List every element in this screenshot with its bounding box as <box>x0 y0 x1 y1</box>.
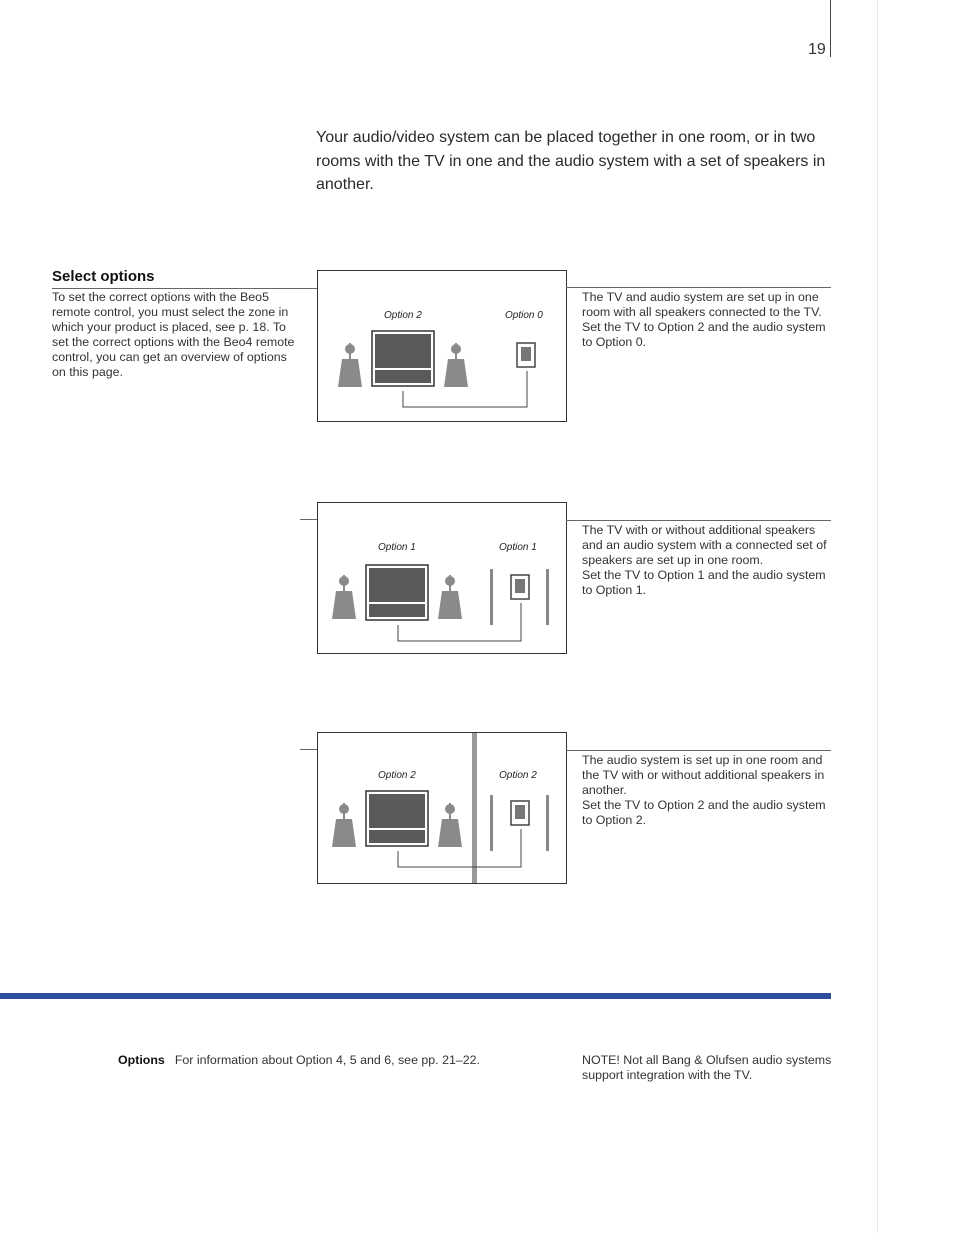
tv-icon <box>372 331 434 386</box>
description-rule <box>566 520 831 521</box>
tv-icon <box>366 791 428 846</box>
description-line: The TV with or without additional speakers and an audio system with a connected set of speakers are set up in one room. <box>582 523 827 567</box>
speaker-icon <box>546 569 549 625</box>
speaker-icon <box>490 569 493 625</box>
select-options-text: To set the correct options with the Beo5 remote control, you must select the zone in which your product is placed, see p. 18. To set the correct options with the Beo4 remote control, you can get an overview of options on this page. <box>52 290 295 379</box>
description-line: Set the TV to Option 1 and the audio system to Option 1. <box>582 568 826 597</box>
intro-paragraph: Your audio/video system can be placed together in one room, or in two rooms with the TV in one and the audio system with a set of speakers in another. <box>316 129 826 193</box>
audio-system-icon <box>517 343 535 367</box>
corner-rule <box>830 0 831 57</box>
speaker-icon <box>332 803 356 847</box>
tv-icon <box>366 565 428 620</box>
diagram-one-room-option-2-0 <box>317 270 567 422</box>
diagram-one-description <box>582 290 832 350</box>
diagram-one-room-option-1-1 <box>317 502 567 654</box>
description-line: Set the TV to Option 2 and the audio system to Option 2. <box>582 798 826 827</box>
page-number: 19 <box>808 41 826 58</box>
footer-note: NOTE! Not all Bang & Olufsen audio systems support integration with the TV. <box>582 1053 832 1082</box>
diagram-two-description <box>582 523 832 598</box>
section-heading: Select options <box>52 268 155 285</box>
speaker-icon <box>546 795 549 851</box>
description-rule <box>566 287 831 288</box>
audio-system-icon <box>511 575 529 599</box>
speaker-icon <box>338 343 362 387</box>
description-rule <box>566 750 831 751</box>
options-text: For information about Option 4, 5 and 6, see pp. 21–22. <box>174 1053 480 1067</box>
heading-rule <box>52 288 317 289</box>
audio-option-label: Option 2 <box>499 770 537 781</box>
footer-options <box>118 1053 480 1067</box>
tv-option-label: Option 1 <box>378 542 416 553</box>
speaker-icon <box>332 575 356 619</box>
page-edge <box>877 0 878 1233</box>
room-divider-wall <box>472 733 477 883</box>
speaker-icon <box>438 575 462 619</box>
speaker-icon <box>438 803 462 847</box>
margin-rule <box>300 749 317 750</box>
description-line: Set the TV to Option 2 and the audio system to Option 0. <box>582 320 826 349</box>
accent-bar <box>0 993 831 999</box>
audio-option-label: Option 1 <box>499 542 537 553</box>
audio-option-label: Option 0 <box>505 310 543 321</box>
diagram-two-rooms-option-2-2 <box>317 732 567 884</box>
description-line: The audio system is set up in one room and the TV with or without additional speakers in another. <box>582 753 825 797</box>
description-line: The TV and audio system are set up in one room with all speakers connected to the TV. <box>582 290 822 319</box>
audio-system-icon <box>511 801 529 825</box>
tv-option-label: Option 2 <box>378 770 416 781</box>
margin-rule <box>300 519 317 520</box>
speaker-icon <box>490 795 493 851</box>
tv-option-label: Option 2 <box>384 310 422 321</box>
diagram-three-description <box>582 753 832 828</box>
speaker-icon <box>444 343 468 387</box>
options-label: Options <box>118 1053 165 1067</box>
